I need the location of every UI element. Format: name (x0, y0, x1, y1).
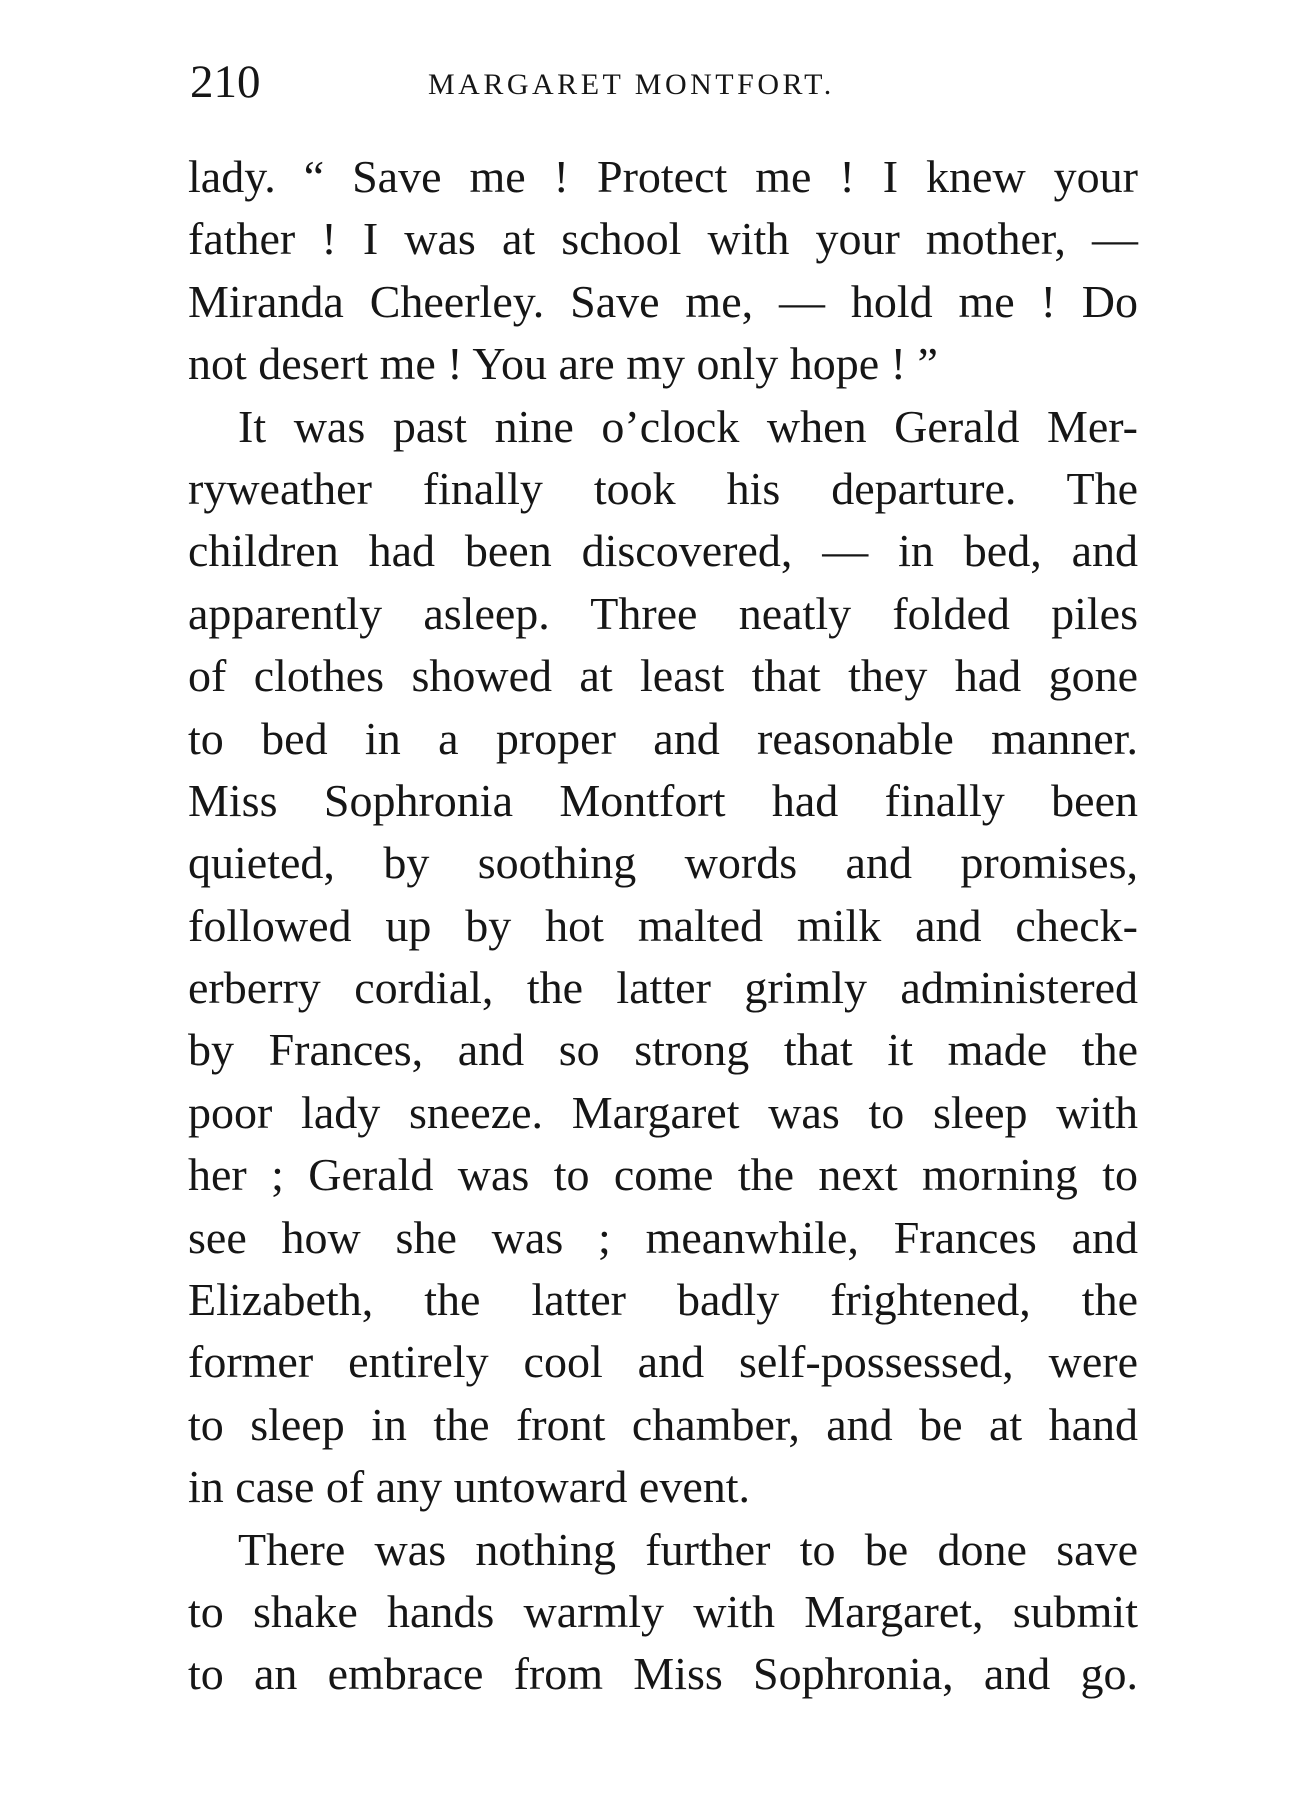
text-line: not desert me ! You are my only hope ! ” (188, 338, 938, 390)
text-line: Elizabeth, the latter badly frightened, the (188, 1274, 1138, 1326)
text-line: apparently asleep. Three neatly folded piles (188, 587, 1138, 639)
text-line: erberry cordial, the latter grimly administered (188, 962, 1138, 1014)
running-head (190, 52, 1150, 112)
paragraph (188, 146, 1138, 396)
text-line: Miranda Cheerley. Save me, — hold me ! Do (188, 275, 1138, 327)
text-line: to shake hands warmly with Margaret, submit (188, 1585, 1138, 1637)
body-text (188, 146, 1138, 1706)
text-line: former entirely cool and self-possessed, were (188, 1336, 1138, 1388)
text-line: by Frances, and so strong that it made the (188, 1024, 1138, 1076)
paragraph (188, 1519, 1138, 1706)
text-line: ryweather finally took his departure. The (188, 462, 1138, 514)
paragraph (188, 396, 1138, 1519)
text-line: to sleep in the front chamber, and be at hand (188, 1398, 1138, 1450)
text-line: to an embrace from Miss Sophronia, and go. (188, 1648, 1138, 1700)
text-line: quieted, by soothing words and promises, (188, 837, 1138, 889)
text-line: lady. “ Save me ! Protect me ! I knew your (188, 151, 1138, 202)
text-line: There was nothing further to be done save (238, 1523, 1138, 1575)
text-line: Miss Sophronia Montfort had finally been (188, 774, 1138, 826)
text-line: poor lady sneeze. Margaret was to sleep with (188, 1086, 1138, 1138)
text-line: of clothes showed at least that they had gone (188, 650, 1138, 702)
text-line: children had been discovered, — in bed, and (188, 525, 1138, 577)
text-line: followed up by hot malted milk and check- (188, 899, 1138, 951)
running-title: MARGARET MONTFORT. (428, 68, 835, 101)
text-line: father ! I was at school with your mother, — (188, 213, 1138, 265)
text-line: see how she was ; meanwhile, Frances and (188, 1211, 1138, 1263)
page-number: 210 (190, 56, 261, 108)
text-line: to bed in a proper and reasonable manner. (188, 712, 1138, 764)
text-line: her ; Gerald was to come the next morning to (188, 1149, 1138, 1201)
text-line: in case of any untoward event. (188, 1461, 751, 1513)
text-line: It was past nine o’clock when Gerald Mer- (238, 400, 1138, 452)
